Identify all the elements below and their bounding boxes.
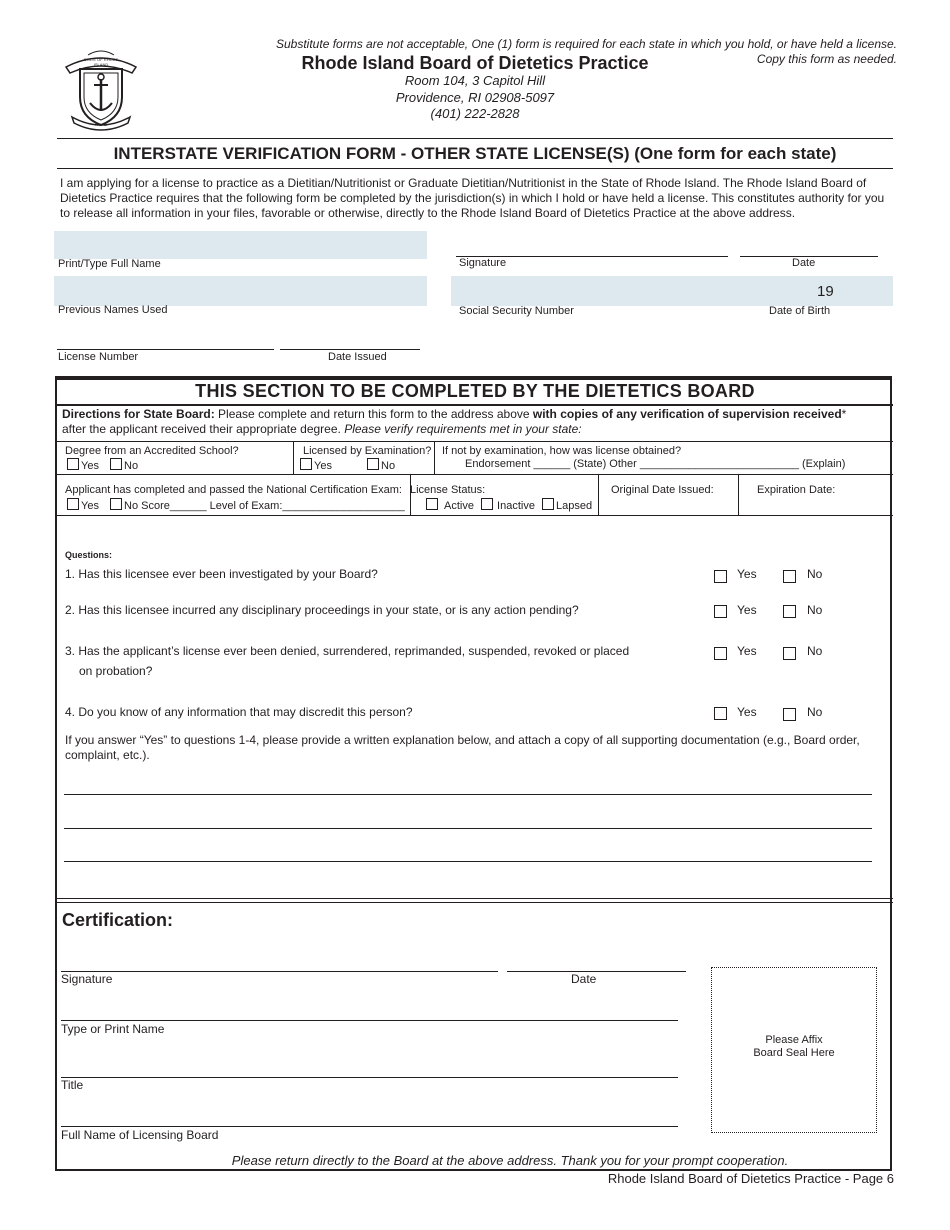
dob-input[interactable] (767, 276, 893, 306)
row1-bottom (57, 474, 893, 475)
status-inactive-label: Inactive (497, 500, 535, 512)
question-3: 3. Has the applicant’s license ever been denied, surrendered, reprimanded, suspended, revoked or placed (65, 644, 630, 658)
license-number-line[interactable] (57, 349, 274, 350)
intro-paragraph: I am applying for a license to practice as a Dietitian/Nutritionist or Graduate Dietitian/Nutritionist in the State of Rhode Island. The Rhode Island Board of Dietetics Practice requires that the following form be completed by the jurisdiction(s) in which I hold or have held a license. This constitutes authority for you to release all information in your files, favorable or otherwise, directly to the Rhode Island Board of Dietetics Practice at the above address. (60, 176, 885, 220)
question-2: 2. Has this licensee incurred any disciplinary proceedings in your state, or is any action pending? (65, 603, 579, 617)
ssn-input[interactable] (451, 276, 767, 306)
ncexam-yes-label: Yes (81, 500, 99, 512)
section-divider-a (57, 898, 893, 899)
dob-value: 19 (817, 283, 834, 300)
directions-supervision: with copies of any verification of supervision received (532, 407, 842, 421)
q2-no-label: No (807, 603, 823, 617)
board-seal-box[interactable] (711, 967, 877, 1133)
q1-yes-checkbox[interactable] (714, 570, 727, 583)
q3-yes-checkbox[interactable] (714, 647, 727, 660)
q1-yes-label: Yes (737, 567, 757, 581)
q3-no-checkbox[interactable] (783, 647, 796, 660)
dob-label: Date of Birth (769, 305, 831, 317)
directions-verify: Please verify requirements met in your state: (344, 422, 582, 436)
degree-yes-checkbox[interactable] (67, 458, 79, 470)
date-label: Date (792, 257, 816, 269)
state-seal (58, 45, 144, 131)
explanation-line-2[interactable] (64, 828, 872, 829)
ncexam-options (67, 498, 405, 512)
cert-board-name-line[interactable] (61, 1126, 678, 1127)
degree-yes-label: Yes (81, 460, 99, 472)
directions (62, 407, 892, 437)
row1-div1 (293, 441, 294, 474)
status-active-label: Active (444, 500, 474, 512)
title-rule-bottom (57, 168, 893, 169)
q4-yes-label: Yes (737, 705, 757, 719)
row2-div2 (598, 474, 599, 515)
status-inactive-checkbox[interactable] (481, 498, 493, 510)
questions-heading: Questions: (65, 550, 113, 560)
form-title: INTERSTATE VERIFICATION FORM - OTHER STATE LICENSE(S) (One form for each state) (113, 144, 837, 163)
q3-no-label: No (807, 644, 823, 658)
address-line2: Providence, RI 02908-5097 (395, 90, 555, 105)
exam-yes-label: Yes (314, 460, 332, 472)
q4-yes-checkbox[interactable] (714, 707, 727, 720)
seal-box-line2: Board Seal Here (753, 1047, 835, 1059)
directions-label: Directions for State Board: (62, 407, 215, 421)
certification-heading: Certification: (62, 910, 174, 930)
license-status-label: License Status: (410, 484, 486, 496)
board-name: Rhode Island Board of Dietetics Practice (301, 53, 649, 73)
ncexam-yes-checkbox[interactable] (67, 498, 79, 510)
ncexam-no-checkbox[interactable] (110, 498, 122, 510)
section-divider-b (57, 902, 893, 903)
row1-top (57, 441, 893, 442)
row1-div2 (434, 441, 435, 474)
full-name-input[interactable] (54, 231, 427, 259)
original-date-label: Original Date Issued: (611, 484, 714, 496)
directions-star: * (841, 407, 847, 421)
row2-div3 (738, 474, 739, 515)
endorsement-line: Endorsement ______ (State) Other __________________________ (Explain) (465, 458, 846, 470)
degree-no-label: No (124, 460, 139, 472)
q1-no-checkbox[interactable] (783, 570, 796, 583)
seal-text: STATE OF RHODE ISLAND (83, 57, 119, 67)
cert-signature-line[interactable] (61, 971, 498, 972)
explanation-instructions: If you answer “Yes” to questions 1-4, please provide a written explanation below, and attach a copy of all supporting documentation (e.g., Board order, complaint, etc.). (65, 733, 860, 762)
cert-title-label: Title (61, 1078, 84, 1092)
q2-no-checkbox[interactable] (783, 605, 796, 618)
signature-label: Signature (459, 257, 507, 269)
form-notice: Substitute forms are not acceptable, One (1) form is required for each state in which you hold, or have held a license. (276, 37, 897, 51)
licensed-exam-label: Licensed by Examination? (303, 445, 432, 457)
address-line1: Room 104, 3 Capitol Hill (404, 73, 546, 88)
full-name-label: Print/Type Full Name (58, 258, 161, 270)
status-active-checkbox[interactable] (426, 498, 438, 510)
status-lapsed-checkbox[interactable] (542, 498, 554, 510)
previous-names-label: Previous Names Used (58, 304, 168, 316)
date-issued-label: Date Issued (328, 351, 387, 363)
phone: (401) 222-2828 (430, 106, 520, 121)
title-rule-top (57, 138, 893, 139)
cert-print-name-line[interactable] (61, 1020, 678, 1021)
degree-label: Degree from an Accredited School? (65, 445, 239, 457)
seal-box-line1: Please Affix (765, 1034, 823, 1046)
cert-board-name-label: Full Name of Licensing Board (61, 1128, 219, 1142)
explanation-line-1[interactable] (64, 794, 872, 795)
q1-no-label: No (807, 567, 823, 581)
not-exam-label: If not by examination, how was license obtained? (442, 445, 682, 457)
cert-print-name-label: Type or Print Name (61, 1022, 165, 1036)
date-issued-line[interactable] (280, 349, 420, 350)
license-number-label: License Number (58, 351, 139, 363)
licensed-exam-options (300, 458, 395, 472)
return-note: Please return directly to the Board at the above address. Thank you for your prompt cooperation. (231, 1153, 789, 1168)
ssn-label: Social Security Number (459, 305, 574, 317)
question-3-cont: on probation? (79, 664, 153, 678)
q2-yes-checkbox[interactable] (714, 605, 727, 618)
degree-options (67, 458, 138, 472)
license-status-options (426, 498, 592, 512)
cert-signature-label: Signature (61, 972, 113, 986)
expiration-date-label: Expiration Date: (757, 484, 836, 496)
degree-no-checkbox[interactable] (110, 458, 122, 470)
board-section-title: THIS SECTION TO BE COMPLETED BY THE DIETETICS BOARD (195, 381, 755, 401)
previous-names-input[interactable] (54, 276, 427, 306)
ncexam-label: Applicant has completed and passed the National Certification Exam: (65, 484, 402, 496)
cert-title-line[interactable] (61, 1077, 678, 1078)
status-lapsed-label: Lapsed (556, 500, 593, 512)
directions-line2: after the applicant received their appropriate degree. (62, 422, 345, 436)
explanation-line-3[interactable] (64, 861, 872, 862)
board-title-rule (57, 404, 893, 406)
ncexam-score: No Score______ Level of Exam:____________________ (124, 500, 405, 512)
exam-no-checkbox[interactable] (367, 458, 379, 470)
cert-date-label: Date (571, 972, 597, 986)
q2-yes-label: Yes (737, 603, 757, 617)
q4-no-label: No (807, 705, 823, 719)
seal-motto: HOPE (95, 122, 107, 127)
question-1: 1. Has this licensee ever been investigated by your Board? (65, 567, 378, 581)
row2-bottom (57, 515, 893, 516)
q3-yes-label: Yes (737, 644, 757, 658)
cert-date-line[interactable] (507, 971, 686, 972)
page-label: Rhode Island Board of Dietetics Practice - Page 6 (607, 1171, 894, 1186)
exam-yes-checkbox[interactable] (300, 458, 312, 470)
exam-no-label: No (381, 460, 396, 472)
question-4: 4. Do you know of any information that may discredit this person? (65, 705, 413, 719)
copy-notice: Copy this form as needed. (756, 52, 897, 66)
q4-no-checkbox[interactable] (783, 708, 796, 721)
directions-text: Please complete and return this form to the address above (214, 407, 533, 421)
